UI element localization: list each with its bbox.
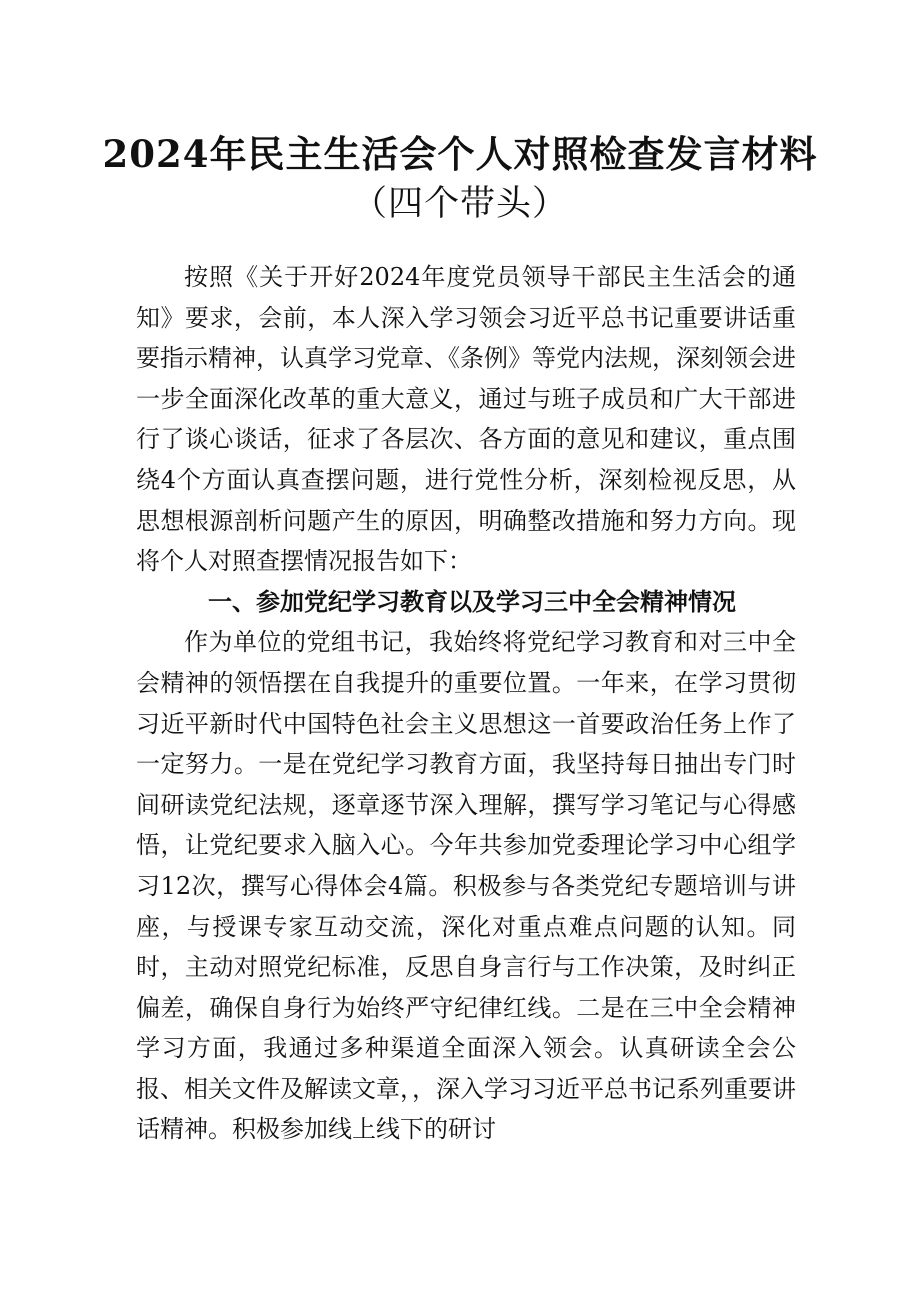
intro-paragraph: 按照《关于开好2024年度党员领导干部民主生活会的通知》要求，会前，本人深入学习领会习近平总书记重要讲话重要指示精神，认真学习党章、《条例》等党内法规，深刻领会进一步全面深化改革的重大意义，通过与班子成员和广大干部进行了谈心谈话，征求了各层次、各方面的意见和建议，重点围绕4个方面认真查摆问题，进行党性分析，深刻检视反思，从思想根源剖析问题产生的原因，明确整改措施和努力方向。现将个人对照查摆情况报告如下： (136, 263, 796, 576)
document-subtitle: （四个带头） (351, 184, 568, 224)
section-1-heading: 一、参加党纪学习教育以及学习三中全会精神情况 (208, 586, 736, 616)
document-body (136, 257, 796, 1150)
document-title: 2024年民主生活会个人对照检查发言材料 (102, 132, 818, 176)
section-1-paragraph: 作为单位的党组书记，我始终将党纪学习教育和对三中全会精神的领悟摆在自我提升的重要位置。一年来，在学习贯彻习近平新时代中国特色社会主义思想这一首要政治任务上作了一定努力。一是在党纪学习教育方面，我坚持每日抽出专门时间研读党纪法规，逐章逐节深入理解，撰写学习笔记与心得感悟，让党纪要求入脑入心。今年共参加党委理论学习中心组学习12次，撰写心得体会4篇。积极参与各类党纪专题培训与讲座，与授课专家互动交流，深化对重点难点问题的认知。同时，主动对照党纪标准，反思自身言行与工作决策，及时纠正偏差，确保自身行为始终严守纪律红线。二是在三中全会精神学习方面，我通过多种渠道全面深入领会。认真研读全会公报、相关文件及解读文章，，深入学习习近平总书记系列重要讲话精神。积极参加线上线下的研讨 (136, 628, 796, 1144)
